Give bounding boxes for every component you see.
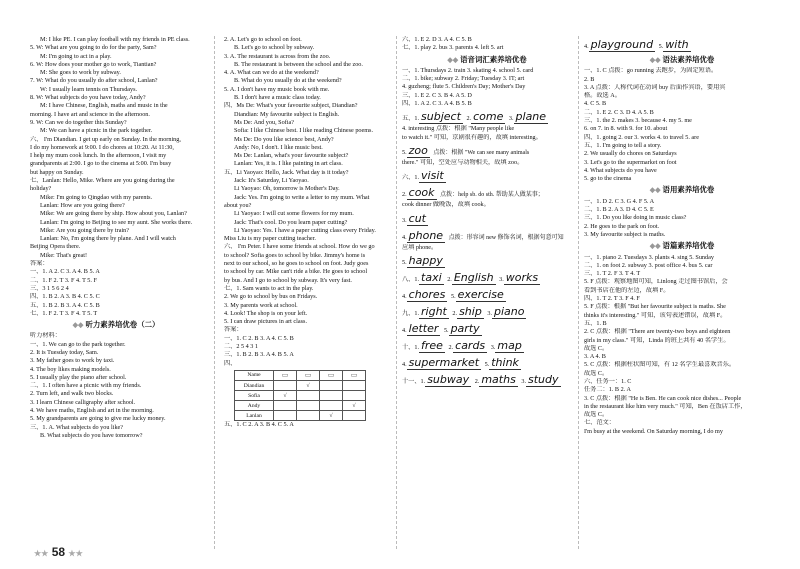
text-line: Lanlan: How are you going there?	[40, 201, 125, 209]
text-line: 2. Turn left, and walk two blocks.	[30, 390, 114, 398]
text-line: 6. on 7. in 8. with 9. for 10. about	[584, 125, 668, 133]
text-line: 六、 I'm Diandian. I get up early on Sunday. In the morning,	[30, 135, 181, 143]
text-line: 三、1. B 2. B 3. A 4. B 5. A	[224, 351, 294, 359]
handwritten-row-9: 4. chores 5. exercise	[402, 287, 504, 301]
grid-picture-cell: ▭	[274, 370, 297, 380]
text-line: 2. A. Let's go to school on foot.	[224, 36, 302, 43]
grid-picture-cell: ▭	[297, 370, 320, 380]
text-line: 3. A 点拨：人称代词在动词 buy 后面作宾语，要用宾	[584, 83, 726, 91]
text-line: 一、1. A 2. C 3. A 4. B 5. A	[30, 268, 100, 276]
text-line: 3. Let's go to the supermarket on foot	[584, 158, 677, 166]
text-line: Jack: It's Saturday, Li Yaoyao.	[234, 177, 309, 185]
text-line: 3. C 点拨：根据 "He is Ben. He can cook nice dishes... People	[584, 394, 742, 402]
grid-mark-cell	[274, 411, 297, 421]
text-line: 5. My grandparents are going to give me lucky money.	[30, 415, 166, 423]
text-line: to school? Sofia goes to school by bike. Jimmy's home is	[224, 251, 366, 259]
grid-picture-cell: ▭	[343, 370, 366, 380]
text-line: 五、1. I'm going to tell a story.	[584, 141, 662, 149]
text-line: 2. It is Tuesday today, Sam.	[30, 348, 99, 356]
text-line: 故选 C。	[584, 369, 609, 377]
text-line: M: She goes to work by subway.	[40, 69, 121, 77]
column-2-lines	[224, 36, 392, 368]
text-line: 5. A. I don't have my music book with me.	[224, 85, 330, 93]
answer-grid	[234, 370, 366, 421]
text-line: 3. My parents work at school.	[224, 301, 298, 309]
text-line: by bus. And I go to school by subway. It's very fast.	[224, 276, 352, 284]
text-line: to school by car. Mike can't ride a bike. He goes to school	[224, 268, 368, 276]
text-line: but happy on Sunday.	[30, 168, 84, 176]
grid-mark-cell	[297, 411, 320, 421]
note-line: there." 可知，空处应与动物相关，故填 zoo。	[402, 158, 524, 166]
grid-header: Name	[235, 370, 274, 380]
text-line: 七、1. Sam wants to act in the play.	[224, 284, 314, 292]
text-line: 三、1. A. What subjects do you like?	[30, 423, 124, 431]
text-line: 4. The boy likes making models.	[30, 365, 111, 373]
column-2	[224, 36, 392, 429]
column-4-lines-c	[584, 254, 780, 437]
section-title-listening-2: ◆◆ 听力素养培优卷（二）	[72, 320, 160, 330]
text-line: 七、1. play 2. bus 3. parents 4. left 5. art	[402, 44, 504, 52]
text-line: grandparents at 2:00. I go to the cinema at 5:00. I'm busy	[30, 160, 172, 168]
column-4-lines-a	[584, 67, 780, 183]
text-line: 格。故选 A。	[584, 92, 621, 100]
text-line: Ms De: Do you like science best, Andy?	[234, 135, 334, 143]
handwritten-row-10: 九、1. right 2. ship 3. piano	[402, 304, 525, 318]
text-line: 答案：	[224, 326, 243, 334]
text-line: M: We can have a picnic in the park together.	[40, 127, 153, 135]
text-line: B. I don't have a music class today.	[234, 94, 321, 102]
grid-mark-cell	[343, 391, 366, 401]
text-line: Lanlan: No, I'm going there by plane. And I will watch	[40, 235, 176, 243]
text-line: 故选 C。	[584, 344, 609, 352]
text-line: 四、1. T 2. T 3. F 4. F	[584, 295, 640, 303]
text-line: 4. guzheng; flute 5. Children's Day; Mother's Day	[402, 83, 526, 91]
text-line: M: I'm going to act in a play.	[40, 52, 112, 60]
text-line: 二、1. bike; subway 2. Friday; Tuesday 3. IT; art	[402, 75, 525, 83]
handwritten-row-top: 4. playground 5. with	[584, 38, 689, 51]
grid-mark-cell	[297, 391, 320, 401]
text-line: 故选 C。	[584, 411, 609, 419]
text-line: 三、3 1 5 6 2 4	[30, 284, 69, 292]
text-line: I'm busy at the weekend. On Saturday morning, I do my	[584, 427, 723, 435]
grid-mark-cell: √	[343, 401, 366, 411]
text-line: 一、1. D 2. C 3. G 4. F 5. A	[584, 197, 655, 205]
grid-mark-cell	[343, 411, 366, 421]
text-line: 3. A 4. B	[584, 353, 606, 361]
handwritten-row-6-4: 4. phone 点拨：形容词 new 修饰名词，根据句意可知	[402, 228, 564, 242]
section-title-vocab: ◆◆ 语音词汇素养培优卷	[447, 54, 527, 64]
handwritten-row-5b: 5. zoo 点拨：根据 "We can see many animals	[402, 143, 530, 157]
text-line: 4. What subjects do you have	[584, 166, 657, 174]
column-1	[30, 36, 202, 440]
text-line: Mike: We are going there by ship. How about you, Lanlan?	[40, 210, 187, 218]
text-line: 七、1. F 2. T 3. F 4. T 5. T	[30, 309, 98, 317]
text-line: 3. I learn Chinese calligraphy after school.	[30, 398, 136, 406]
text-line: 2. C 点拨：根据 "There are twenty-two boys and eighteen	[584, 328, 731, 336]
text-line: Mike: Are you going there by train?	[40, 226, 130, 234]
text-line: about you?	[224, 201, 252, 209]
text-line: 2. B	[584, 75, 595, 83]
text-line: I help my mum cook lunch. In the afternoon, I visit my	[30, 152, 167, 160]
text-line: Andy: No, I don't. I like music best.	[234, 143, 323, 151]
text-line: M: I like PE. I can play football with my friends in PE class.	[40, 36, 190, 43]
note-line: 4. interesting 点拨：根据 "Many people like	[402, 125, 515, 133]
text-line: 七、范文：	[584, 419, 615, 427]
text-line: next to our school, so he goes to school on foot. Judy goes	[224, 260, 369, 268]
column-3-lines-b	[402, 67, 572, 108]
grid-name-cell: Diandian	[235, 381, 274, 391]
text-line: Li Yaoyao: Oh, tomorrow is Mother's Day.	[234, 185, 340, 193]
text-line: 二、1. on foot 2. subway 3. post office 4. bus 5. car	[584, 261, 713, 269]
text-line: 5. C 点拨：根据柱状图可知，有 12 名学生最喜欢音乐。	[584, 361, 736, 369]
text-line: 9. W: Can we do together this Sunday?	[30, 118, 127, 126]
section-title-discourse: ◆◆ 语篇素养培优卷	[649, 241, 715, 251]
text-line: 五、1. B 2. B 3. A 4. C 5. B	[30, 301, 100, 309]
text-line: Lanlan: I'm going to Beijing to see my aunt. She works there.	[40, 218, 193, 226]
text-line: 任务二：1. B 2. A	[584, 386, 631, 394]
text-line: 3. A. The restaurant is across from the zoo.	[224, 52, 331, 60]
text-line: 三、1. E 2. C 3. B 4. A 5. D	[402, 91, 472, 99]
text-line: 四、1. A 2. C 3. A 4. B 5. B	[402, 100, 472, 108]
grid-picture-cell: ▭	[320, 370, 343, 380]
text-line: 二、1. E 2. C 3. D 4. A 5. B	[584, 108, 654, 116]
text-line: 一、1. Thursdays 2. train 3. skating 4. school 5. card	[402, 66, 534, 74]
text-line: Li Yaoyao: I will cut some flowers for my mum.	[234, 210, 354, 218]
text-line: morning. I have art and science in the afternoon.	[30, 110, 150, 118]
text-line: 2. We usually do chores on Saturdays	[584, 150, 677, 158]
handwritten-row-6-1: 六、1. visit	[402, 169, 444, 183]
text-line: Ms De: Lanlan, what's your favourite subject?	[234, 152, 349, 160]
grid-mark-cell	[297, 401, 320, 411]
grid-mark-cell	[274, 401, 297, 411]
text-line: Beijing Opera there.	[30, 243, 81, 251]
text-line: in the restaurant like him very much." 可知，Ben 在饭店工作，	[584, 402, 747, 410]
text-line: 8. W: What subjects do you have today, Andy?	[30, 94, 146, 102]
handwritten-row-6-5: 5. happy	[402, 253, 443, 267]
text-line: M: I have Chinese, English, maths and music in the	[40, 102, 168, 110]
handwritten-row-6-3: 3. cut	[402, 211, 426, 225]
text-line: 答案：	[30, 260, 49, 268]
text-line: thinks it's interesting." 可知，该句表述错误，故填 F。	[584, 311, 727, 319]
text-line: 2. He goes to the park on foot.	[584, 222, 660, 230]
column-divider-2	[396, 36, 397, 549]
grid-mark-cell: √	[297, 381, 320, 391]
text-line: 4. Look! The shop is on your left.	[224, 309, 308, 317]
text-line: B. Let's go to school by subway.	[234, 44, 315, 52]
text-line: Li Yaoyao: Yes. I have a paper cutting class every Friday.	[234, 226, 376, 234]
handwritten-row-11: 4. letter 5. party	[402, 321, 480, 335]
text-line: I do my homework at 9:00. I do chores at 10:20. At 11:30,	[30, 143, 174, 151]
text-line: 4. A. What can we do at the weekend?	[224, 69, 319, 77]
text-line: 5. F 点拨：观察地图可知，Linlong 走过图书馆后，会	[584, 278, 728, 286]
text-line: holiday?	[30, 185, 52, 193]
text-line: 四、	[224, 359, 237, 367]
text-line: 七、Lanlan: Hello, Mike. Where are you going during the	[30, 177, 175, 185]
grid-mark-cell	[274, 381, 297, 391]
grid-name-cell: Sofia	[235, 391, 274, 401]
text-line: 5. I usually play the piano after school.	[30, 373, 127, 381]
text-line: Lanlan: Yes, it is. I like painting in art class.	[234, 160, 343, 168]
handwritten-row-8: 八、1. taxi 2. English 3. works	[402, 270, 539, 284]
text-line: 三、1. T 2. F 3. T 4. T	[584, 270, 641, 278]
text-line: 二、2 5 4 3 1	[224, 342, 259, 350]
text-line: Ms De: And you, Sofia?	[234, 118, 294, 126]
text-line: 三、1. Do you like doing in music class?	[584, 214, 687, 222]
text-line: 7. W: What do you usually do after school, Lanlan?	[30, 77, 158, 85]
text-line: Diandian: My favourite subject is English.	[234, 110, 340, 118]
text-line: Jack: That's cool. Do you learn paper cutting?	[234, 218, 348, 226]
text-line: Mike: That's great!	[40, 251, 88, 259]
grid-mark-cell: √	[320, 411, 343, 421]
grid-name-cell: Andy	[235, 401, 274, 411]
text-line: 四、1. going 2. our 3. works 4. to travel 5. are	[584, 133, 699, 141]
section-title-grammar: ◆◆ 语法素养培优卷	[649, 55, 715, 64]
text-line: 5. I can draw pictures in art class.	[224, 318, 307, 326]
text-line: 五、1. C 2. A 3. B 4. C 5. A	[224, 421, 294, 429]
column-1-lines-b	[30, 332, 202, 440]
text-line: W: I usually learn tennis on Thursdays.	[40, 85, 138, 93]
column-3	[402, 36, 572, 388]
text-line: 看到书店在他的左边，故填 F。	[584, 286, 670, 294]
text-line: 一、1. piano 2. Tuesdays 3. plants 4. sing 5. Sunday	[584, 253, 714, 261]
text-line: 一、1. We can go to the park together.	[30, 340, 126, 348]
text-line: B. What subjects do you have tomorrow?	[40, 431, 143, 439]
note-line: to watch it." 可知，京剧很有趣的，故填 interesting。	[402, 133, 542, 141]
text-line: 3. My father goes to work by taxi.	[30, 357, 115, 365]
text-line: 四、1. B 2. A 3. B 4. C 5. C	[30, 293, 100, 301]
text-line: 2. We go to school by bus on Fridays.	[224, 293, 318, 301]
text-line: 五、1. B	[584, 319, 607, 327]
column-divider-1	[214, 36, 215, 549]
text-line: 六、 I'm Peter. I have some friends at school. How do we go	[224, 243, 375, 251]
handwritten-row-5: 五、1. subject 2. come 3. plane	[402, 110, 547, 124]
text-line: 二、1. I often have a picnic with my friends.	[30, 382, 142, 390]
grid-mark-cell	[320, 391, 343, 401]
column-4-lines-b	[584, 198, 780, 239]
text-line: Mike: I'm going to Qingdao with my parents.	[40, 193, 153, 201]
text-line: 听力材料：	[30, 332, 61, 340]
text-line: 3. My favourite subject is maths.	[584, 230, 666, 238]
grid-name-cell: Lanlan	[235, 411, 274, 421]
handwritten-row-14: 十一、1. subway 2. maths 3. study	[402, 372, 559, 386]
text-line: 六、任务一：1. C	[584, 377, 632, 385]
column-3-lines	[402, 36, 572, 53]
grid-mark-cell: √	[274, 391, 297, 401]
text-line: Sofia: I like Chinese best. I like reading Chinese poems.	[234, 127, 374, 135]
column-2-lines-b	[224, 421, 392, 429]
handwritten-row-13: 4. supermarket 5. think	[402, 355, 519, 369]
text-line: 二、1. B 2. A 3. D 4. C 5. E	[584, 206, 654, 214]
column-1-lines	[30, 36, 202, 318]
text-line: 5. go to the cinema	[584, 175, 632, 183]
grid-mark-cell	[320, 401, 343, 411]
text-line: Jack: Yes. I'm going to write a letter to my mum. What	[234, 193, 370, 201]
text-line: girls in my class." 可知，Linda 的班上共有 40 名学生。	[584, 336, 730, 344]
text-line: 5. W: What are you going to do for the party, Sam?	[30, 44, 157, 52]
grid-mark-cell	[343, 381, 366, 391]
text-line: Miss Liu is my paper cutting teacher.	[224, 235, 316, 243]
text-line: 五、Li Yaoyao: Hello, Jack. What day is it today?	[224, 168, 349, 176]
page-number: ★★ 58 ★★	[34, 545, 83, 559]
text-line: 4. We have maths, English and art in the morning.	[30, 407, 154, 415]
note-line: 应填 phone。	[402, 243, 438, 251]
column-4	[584, 36, 780, 436]
text-line: 二、1. F 2. T 3. F 4. T 5. F	[30, 276, 97, 284]
text-line: 三、1. the 2. makes 3. because 4. my 5. me	[584, 117, 692, 125]
text-line: 6. W: How does your mother go to work, Tiantian?	[30, 60, 157, 68]
note-line: cook dinner 做晚饭，故填 cook。	[402, 201, 490, 209]
grid-mark-cell	[320, 381, 343, 391]
text-line: B. The restaurant is between the school and the zoo.	[234, 60, 363, 68]
column-divider-3	[578, 36, 579, 549]
handwritten-row-12: 十、1. free 2. cards 3. map	[402, 338, 522, 352]
text-line: 一、1. C 点拨：go running 去跑步，为固定短语。	[584, 67, 718, 75]
text-line: 四、Ms De: What's your favourite subject, Diandian?	[224, 102, 358, 110]
handwritten-row-6-2: 2. cook 点拨：help sb. do sth. 帮助某人做某事；	[402, 186, 544, 200]
section-title-usage: ◆◆ 语用素养培优卷	[649, 185, 715, 195]
text-line: 一、1. C 2. B 3. A 4. C 5. B	[224, 334, 294, 342]
text-line: 4. C 5. B	[584, 100, 607, 108]
text-line: 5. F 点拨：根据 "But her favourite subject is maths. She	[584, 303, 726, 311]
text-line: 六、1. E 2. D 3. A 4. C 5. B	[402, 36, 472, 43]
text-line: B. What do you usually do at the weekend?	[234, 77, 342, 85]
